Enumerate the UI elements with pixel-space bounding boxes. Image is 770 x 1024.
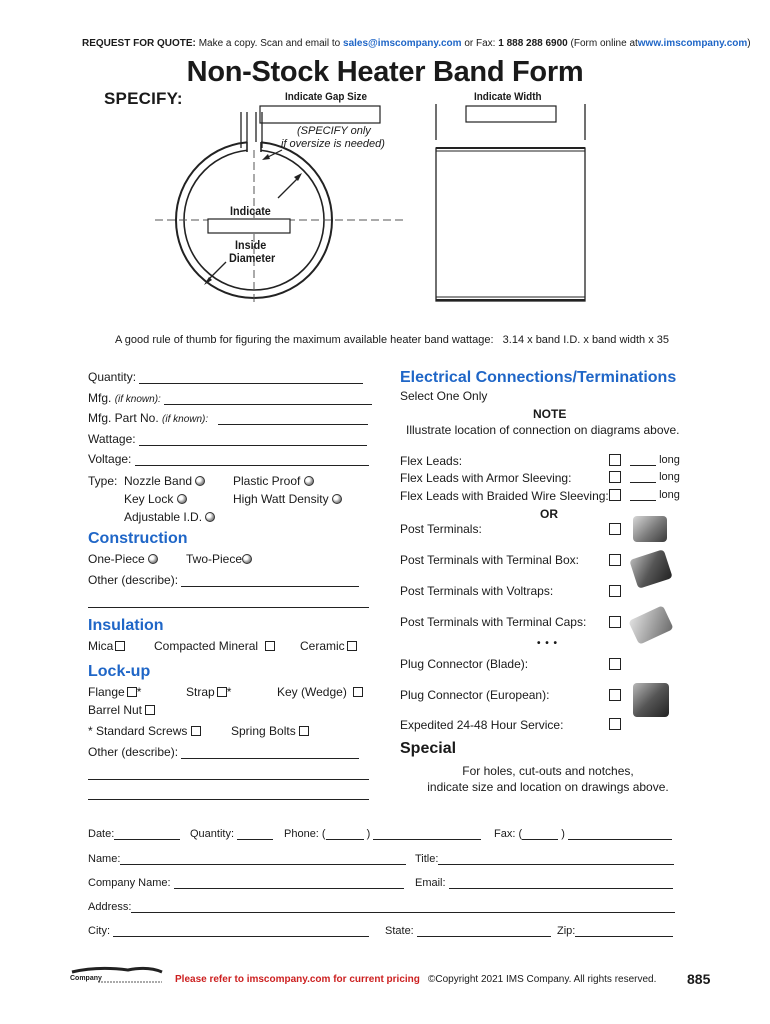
checkbox-strap[interactable] [217, 687, 227, 697]
gap-size-box [260, 106, 380, 123]
special-title: Special [400, 740, 457, 757]
insulation-ceramic[interactable] [300, 639, 357, 653]
city-row[interactable] [88, 924, 369, 937]
type-key-lock[interactable] [124, 492, 187, 506]
lockup-other-label: Other (describe): [88, 745, 179, 759]
radio-high-watt[interactable] [332, 494, 342, 504]
diameter-label: Diameter [229, 251, 276, 265]
logo-company-text: Company [70, 975, 102, 982]
voltage-label: Voltage: [88, 452, 132, 466]
one-piece-label: One-Piece [88, 552, 145, 566]
lockup-key-wedge[interactable] [277, 685, 363, 699]
online-text: (Form online at [570, 38, 638, 49]
inside-diameter-box [208, 219, 290, 233]
indicate-label: Indicate [230, 204, 271, 218]
flex-armor-long: long [659, 471, 680, 483]
pricing-note[interactable]: Please refer to imscompany.com for current pricing [175, 974, 420, 985]
flex-leads-long: long [659, 454, 680, 466]
wattage-field[interactable] [139, 433, 367, 446]
page-title: Non-Stock Heater Band Form [186, 56, 584, 88]
company-row[interactable] [88, 876, 404, 889]
lockup-barrel-nut[interactable] [88, 703, 155, 717]
specify-label: SPECIFY: [104, 89, 183, 108]
zip-row[interactable] [557, 924, 673, 937]
email-label: Email: [415, 877, 446, 889]
post-box-label: Post Terminals with Terminal Box: [400, 553, 579, 567]
lockup-strap[interactable] [186, 685, 231, 699]
construction-title: Construction [88, 530, 188, 547]
compacted-mineral-label: Compacted Mineral [154, 639, 259, 653]
type-high-watt-label: High Watt Density [233, 492, 329, 506]
checkbox-post-caps[interactable] [609, 616, 621, 628]
type-nozzle-band-label: Nozzle Band [124, 474, 193, 488]
band-side-view [436, 148, 585, 301]
checkbox-post-terminals[interactable] [609, 523, 621, 535]
checkbox-post-voltraps[interactable] [609, 585, 621, 597]
radio-nozzle-band[interactable] [195, 476, 205, 486]
copyright: ©Copyright 2021 IMS Company. All rights reserved. [428, 974, 657, 985]
title-field[interactable] [438, 852, 674, 865]
special-text-1: For holes, cut-outs and notches, [462, 764, 634, 778]
post-voltraps-label: Post Terminals with Voltraps: [400, 584, 554, 598]
radio-adjustable[interactable] [205, 512, 215, 522]
or-label: OR [540, 507, 558, 521]
phone-number-field[interactable] [373, 827, 481, 840]
specify-only-line1: (SPECIFY only [297, 125, 371, 137]
email-field[interactable] [449, 876, 673, 889]
checkbox-compacted-mineral[interactable] [265, 641, 275, 651]
construction-other-field[interactable] [181, 574, 359, 587]
checkbox-flex-braided[interactable] [609, 489, 621, 501]
phone-close: ) [366, 828, 371, 840]
flex-braided-length[interactable] [630, 489, 680, 501]
zip-field[interactable] [575, 924, 673, 937]
state-field[interactable] [417, 924, 551, 937]
flange-asterisk: * [136, 685, 142, 699]
lockup-other-row[interactable] [88, 745, 359, 759]
phone-label: Phone: ( [284, 828, 326, 840]
strap-asterisk: * [226, 685, 232, 699]
flex-braided-label: Flex Leads with Braided Wire Sleeving: [400, 489, 609, 503]
phone-row[interactable] [284, 827, 481, 840]
rfq-text: Make a copy. Scan and email to [198, 38, 341, 49]
flex-leads-length-field[interactable] [630, 454, 656, 466]
quantity-field[interactable] [139, 371, 363, 384]
lockup-standard-screws[interactable] [88, 724, 201, 738]
construction-two-piece[interactable] [186, 552, 252, 566]
lockup-spring-bolts[interactable] [231, 724, 309, 738]
checkbox-post-box[interactable] [609, 554, 621, 566]
voltage-field[interactable] [135, 453, 369, 466]
european-plug-image [633, 683, 669, 717]
type-label: Type: [88, 474, 118, 488]
plug-blade-label: Plug Connector (Blade): [400, 657, 529, 671]
fax-area-field[interactable] [522, 827, 558, 840]
date-row[interactable] [88, 827, 180, 840]
checkbox-ceramic[interactable] [347, 641, 357, 651]
checkbox-plug-euro[interactable] [609, 689, 621, 701]
rule-of-thumb: A good rule of thumb for figuring the maximum available heater band wattage: 3.14 x band I.D. x band width x 35 [115, 334, 669, 346]
type-plastic-proof-label: Plastic Proof [233, 474, 301, 488]
note-title: NOTE [533, 407, 567, 421]
terminal-box-image [629, 549, 673, 589]
terminal-caps-image [628, 605, 673, 645]
lockup-title: Lock-up [88, 663, 151, 680]
date-field[interactable] [114, 827, 180, 840]
standard-screws-label: * Standard Screws [88, 724, 188, 738]
checkbox-mica[interactable] [115, 641, 125, 651]
radio-plastic-proof[interactable] [304, 476, 314, 486]
name-row[interactable] [88, 852, 406, 865]
address-row[interactable] [88, 900, 675, 913]
contact-fax-row[interactable] [494, 827, 672, 840]
state-label: State: [385, 925, 414, 937]
voltage-row[interactable] [88, 452, 369, 466]
flex-armor-length-field[interactable] [630, 471, 656, 483]
post-caps-label: Post Terminals with Terminal Caps: [400, 615, 587, 629]
special-text-2: indicate size and location on drawings above. [427, 780, 669, 794]
type-key-lock-label: Key Lock [124, 492, 174, 506]
name-field[interactable] [120, 852, 406, 865]
wattage-row[interactable] [88, 432, 367, 446]
lockup-other-line3[interactable] [88, 787, 369, 800]
expedited-label: Expedited 24-48 Hour Service: [400, 718, 564, 732]
post-terminals-label: Post Terminals: [400, 522, 482, 536]
fax-close: ) [561, 828, 565, 840]
state-row[interactable] [385, 924, 551, 937]
checkbox-expedited[interactable] [609, 718, 621, 730]
spring-bolts-label: Spring Bolts [231, 724, 296, 738]
wattage-label: Wattage: [88, 432, 136, 446]
radio-two-piece[interactable] [242, 554, 252, 564]
key-wedge-label: Key (Wedge) [277, 685, 347, 699]
contact-quantity-field[interactable] [237, 827, 273, 840]
fax-text: or Fax: [464, 38, 496, 49]
mfg-label: Mfg. [88, 391, 112, 405]
electrical-title: Electrical Connections/Terminations [400, 369, 677, 386]
two-piece-label: Two-Piece [186, 552, 243, 566]
website-link[interactable]: www.imscompany.com [637, 38, 748, 49]
contact-fax-label: Fax: ( [494, 828, 523, 840]
zip-label: Zip: [557, 925, 576, 937]
insulation-compacted[interactable] [154, 639, 275, 653]
checkbox-flex-leads[interactable] [609, 454, 621, 466]
flex-braided-long: long [659, 489, 680, 501]
heater-band-diagram [0, 0, 770, 330]
gap-size-label: Indicate Gap Size [285, 91, 367, 103]
construction-other-label: Other (describe): [88, 573, 179, 587]
checkbox-flex-armor[interactable] [609, 471, 621, 483]
width-label: Indicate Width [474, 91, 542, 103]
rfq-label: REQUEST FOR QUOTE: [82, 38, 196, 49]
width-box [466, 106, 556, 122]
flange-label: Flange [88, 685, 125, 699]
mfg-part-field[interactable] [218, 412, 368, 425]
date-label: Date: [88, 828, 115, 840]
mfg-part-row[interactable] [88, 411, 368, 425]
city-label: City: [88, 925, 110, 937]
email-link[interactable]: sales@imscompany.com [343, 38, 462, 49]
company-label: Company Name: [88, 877, 171, 889]
radio-key-lock[interactable] [177, 494, 187, 504]
construction-other-line2[interactable] [88, 595, 369, 608]
flex-leads-label: Flex Leads: [400, 454, 463, 468]
page-number: 885 [687, 971, 711, 987]
mfg-if-known: (if known): [114, 394, 161, 405]
type-high-watt[interactable] [233, 492, 342, 506]
phone-area-field[interactable] [326, 827, 364, 840]
mfg-field[interactable] [164, 392, 372, 405]
radio-one-piece[interactable] [148, 554, 158, 564]
title-label: Title: [415, 853, 439, 865]
select-one-only: Select One Only [400, 389, 488, 403]
mfg-row[interactable] [88, 391, 372, 405]
type-plastic-proof[interactable] [233, 474, 314, 488]
address-field[interactable] [131, 900, 675, 913]
specify-only-line2: if oversize is needed) [281, 138, 385, 150]
insulation-mica[interactable] [88, 639, 125, 653]
mfg-part-if-known: (if known): [162, 414, 209, 425]
company-field[interactable] [174, 876, 404, 889]
title-row[interactable] [415, 852, 674, 865]
checkbox-barrel-nut[interactable] [145, 705, 155, 715]
section-dots: • • • [537, 638, 559, 649]
construction-one-piece[interactable] [88, 552, 158, 566]
type-adjustable-label: Adjustable I.D. [124, 510, 203, 524]
type-nozzle-band[interactable] [124, 474, 205, 488]
flex-braided-length-field[interactable] [630, 489, 656, 501]
city-field[interactable] [113, 924, 369, 937]
barrel-nut-label: Barrel Nut [88, 703, 143, 717]
inside-label: Inside [235, 238, 267, 252]
quantity-row[interactable] [88, 370, 363, 384]
flex-armor-length[interactable] [630, 471, 680, 483]
post-terminals-image [633, 516, 667, 542]
construction-other-row[interactable] [88, 573, 359, 587]
fax-number: 1 888 288 6900 [498, 38, 568, 49]
lockup-other-line2[interactable] [88, 767, 369, 780]
checkbox-spring-bolts[interactable] [299, 726, 309, 736]
mfg-part-label: Mfg. Part No. [88, 411, 159, 425]
lockup-other-field[interactable] [181, 746, 359, 759]
address-label: Address: [88, 901, 132, 913]
name-label: Name: [88, 853, 121, 865]
note-text: Illustrate location of connection on diagrams above. [406, 423, 680, 437]
quantity-label: Quantity: [88, 370, 137, 384]
checkbox-plug-blade[interactable] [609, 658, 621, 670]
type-adjustable[interactable] [124, 510, 215, 524]
flex-leads-length[interactable] [630, 454, 680, 466]
email-row[interactable] [415, 876, 673, 889]
contact-quantity-label: Quantity: [190, 828, 235, 840]
insulation-title: Insulation [88, 617, 164, 634]
strap-label: Strap [186, 685, 215, 699]
checkbox-flange[interactable] [127, 687, 137, 697]
contact-quantity-row[interactable] [190, 827, 273, 840]
flex-armor-label: Flex Leads with Armor Sleeving: [400, 471, 572, 485]
lockup-flange[interactable] [88, 685, 141, 699]
checkbox-standard-screws[interactable] [191, 726, 201, 736]
close-paren: ) [747, 38, 751, 49]
plug-euro-label: Plug Connector (European): [400, 688, 550, 702]
mica-label: Mica [88, 639, 114, 653]
checkbox-key-wedge[interactable] [353, 687, 363, 697]
fax-number-field[interactable] [568, 827, 672, 840]
ceramic-label: Ceramic [300, 639, 345, 653]
